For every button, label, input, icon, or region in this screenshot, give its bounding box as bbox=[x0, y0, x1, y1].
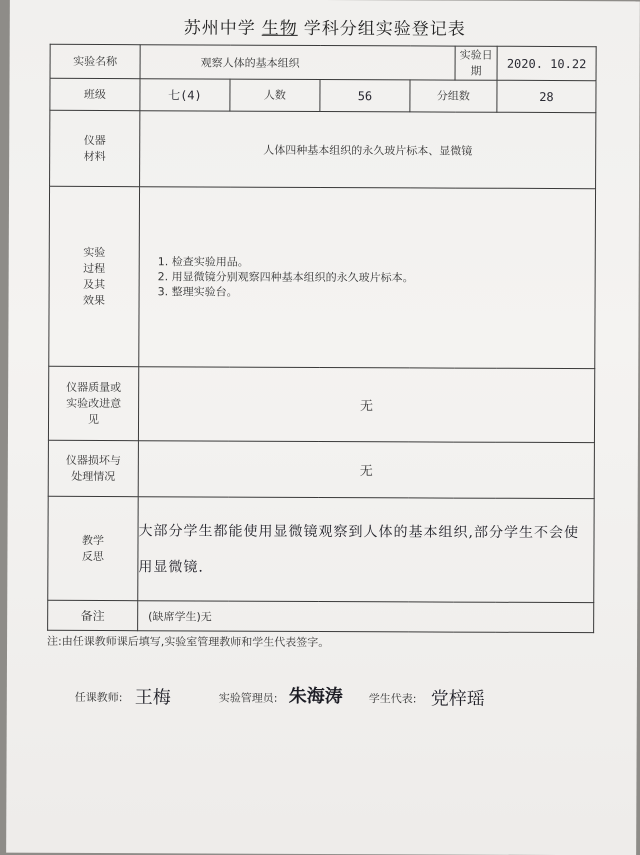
student-label: 学生代表: bbox=[368, 692, 417, 706]
remarks-value: (缺席学生)无 bbox=[138, 601, 594, 633]
teacher-label: 任课教师: bbox=[74, 690, 123, 705]
teacher-signature: 王梅 bbox=[134, 687, 171, 709]
damage-value: 无 bbox=[138, 441, 594, 499]
process-step: 3. 整理实验台。 bbox=[172, 284, 595, 301]
count-value: 56 bbox=[320, 79, 410, 111]
quality-value: 无 bbox=[138, 367, 594, 443]
class-label: 班级 bbox=[50, 78, 140, 110]
row-process bbox=[49, 186, 596, 368]
materials-label: 仪器材料 bbox=[50, 110, 140, 186]
reflection-label: 教学反思 bbox=[48, 496, 138, 600]
footnote: 注:由任课教师课后填写,实验室管理教师和学生代表签字。 bbox=[47, 634, 330, 650]
reflection-value: 大部分学生都能使用显微镜观察到人体的基本组织,部分学生不会使用显微镜. bbox=[138, 497, 594, 603]
process-step: 2. 用显微镜分别观察四种基本组织的永久玻片标本。 bbox=[172, 269, 595, 286]
row-materials bbox=[50, 110, 596, 188]
row-remarks bbox=[48, 600, 594, 632]
paper-sheet bbox=[6, 0, 640, 855]
form-title bbox=[10, 13, 640, 41]
row-class-info bbox=[50, 78, 596, 112]
student-signature: 党梓瑶 bbox=[430, 688, 485, 710]
process-value bbox=[139, 187, 596, 369]
manager-signature: 朱海涛 bbox=[288, 685, 343, 708]
materials-value: 人体四种基本组织的永久玻片标本、显微镜 bbox=[140, 111, 596, 189]
experiment-name-label: 实验名称 bbox=[50, 44, 140, 78]
signature-row bbox=[7, 685, 637, 728]
damage-label: 仪器损坏与处理情况 bbox=[48, 440, 138, 496]
quality-label: 仪器质量或实验改进意见 bbox=[48, 366, 138, 440]
process-step: 1. 检查实验用品。 bbox=[172, 254, 595, 271]
process-label: 实验过程及其效果 bbox=[49, 186, 140, 366]
date-value: 2020. 10.22 bbox=[497, 46, 596, 80]
process-steps-list bbox=[140, 254, 595, 301]
row-quality bbox=[48, 366, 594, 442]
groups-value: 28 bbox=[497, 80, 596, 112]
manager-label: 实验管理员: bbox=[218, 691, 278, 705]
experiment-name-value: 观察人体的基本组织 bbox=[140, 45, 455, 80]
row-reflection bbox=[48, 496, 594, 602]
title-subject: 生物 bbox=[261, 18, 298, 39]
date-label: 实验日期 bbox=[455, 46, 497, 80]
registration-table bbox=[47, 44, 597, 633]
title-suffix: 学科分组实验登记表 bbox=[303, 18, 466, 40]
class-value: 七(4) bbox=[140, 79, 230, 111]
row-damage bbox=[48, 440, 594, 498]
title-prefix: 苏州中学 bbox=[183, 18, 256, 39]
groups-label: 分组数 bbox=[410, 80, 497, 112]
row-experiment-name bbox=[50, 44, 596, 80]
remarks-label: 备注 bbox=[48, 600, 138, 630]
count-label: 人数 bbox=[230, 79, 320, 111]
